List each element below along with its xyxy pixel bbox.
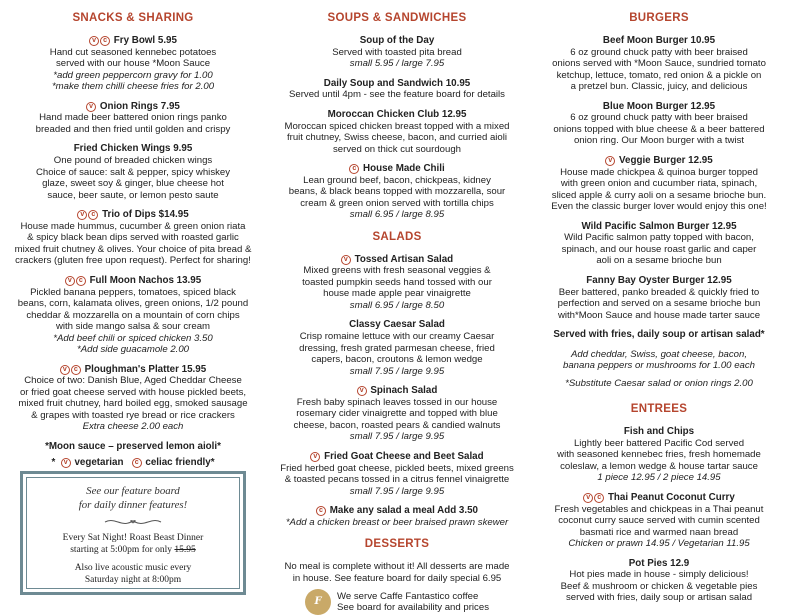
live-music-promo: Also live acoustic music every Saturday night at 8:00pm — [74, 562, 192, 585]
burger-menu-item — [530, 155, 788, 213]
menu-item-title — [530, 275, 788, 287]
menu-item-title — [530, 221, 788, 233]
salad-menu-item — [272, 319, 522, 377]
menu-item-extra: small 7.95 / large 9.95 — [349, 485, 445, 497]
section-heading-soups: SOUPS & SANDWICHES — [327, 12, 467, 24]
menu-item-name: Fried Goat Cheese and Beet Salad — [324, 450, 484, 462]
soup-menu-item — [272, 109, 522, 155]
feature-board-title: See our feature board for daily dinner features! — [78, 485, 188, 512]
menu-item-name: House Made Chili — [363, 163, 445, 175]
soup-menu-item — [272, 35, 522, 70]
menu-item-description: House made chickpea & quinoa burger topped with green onion and cucumber riata, spinach, sliced apple & curry aoli on a sesame brioche bun. Even the classic burger lover would enjoy this one! — [551, 166, 767, 213]
menu-item-extra: small 5.95 / large 7.95 — [349, 58, 445, 70]
menu-item-description: Beer battered, panko breaded & quickly fried to perfection and served on a sesame brioche bun with*Moon Sauce and house made tarter sauce — [557, 286, 761, 321]
menu-item-description: Hand cut seasoned kennebec potatoes served with our house *Moon Sauce — [49, 46, 217, 70]
celiac-icon: c — [349, 164, 359, 174]
menu-item-name: Fish and Chips — [623, 426, 695, 438]
menu-item-description: One pound of breaded chicken wings Choice of sauce: salt & pepper, spicy whiskey glaze, sweet soy & ginger, blue cheese hot sauce, beer saute, or lemon pesto saute — [35, 155, 231, 201]
soup-menu-item — [272, 163, 522, 221]
vegetarian-icon: v — [65, 276, 75, 286]
column-snacks — [2, 12, 264, 468]
menu-item-name: Beef Moon Burger 10.95 — [602, 34, 716, 46]
menu-item-description: Served until 4pm - see the feature board for details — [289, 89, 505, 101]
vegetarian-icon: v — [605, 156, 615, 166]
menu-item-title — [2, 35, 264, 47]
vegetarian-icon: v — [310, 452, 320, 462]
menu-item-description: Fried herbed goat cheese, pickled beets, mixed greens & toasted pecans tossed in a citrus fennel vinaigrette — [280, 462, 514, 486]
burger-add-ons: Add cheddar, Swiss, goat cheese, bacon, banana peppers or mushrooms for 1.00 each — [563, 348, 755, 372]
salad-menu-item — [272, 451, 522, 497]
menu-item-extra: Extra cheese 2.00 each — [82, 421, 184, 433]
soup-menu-item — [272, 78, 522, 101]
vegetarian-icon: v — [60, 365, 70, 375]
soups-items — [272, 35, 522, 221]
menu-item-title — [272, 35, 522, 47]
menu-item-title — [530, 155, 788, 167]
menu-item-name: Moroccan Chicken Club 12.95 — [327, 108, 467, 120]
menu-item-title — [272, 109, 522, 121]
menu-item-name: Onion Rings 7.95 — [99, 100, 180, 112]
menu-item-name: Make any salad a meal Add 3.50 — [329, 505, 479, 517]
menu-item-name: Daily Soup and Sandwich 10.95 — [323, 77, 471, 89]
menu-item-description: Wild Pacific salmon patty topped with bacon, spinach, and our house roast garlic and caper aoli on a sesame brioche bun — [561, 232, 757, 267]
vegetarian-icon: v — [357, 386, 367, 396]
entree-menu-item — [530, 426, 788, 484]
vegetarian-icon: v — [61, 458, 71, 468]
menu-item-title — [272, 451, 522, 463]
burger-menu-item — [530, 101, 788, 147]
menu-item-description: Fresh baby spinach leaves tossed in our house rosemary cider vinaigrette and topped with blue cheese, bacon, roasted pears & candied walnuts — [293, 396, 501, 431]
feature-board-box — [20, 471, 246, 595]
menu-item-extra: *Add beef chili or spiced chicken 3.50 *Add side guacamole 2.00 — [53, 332, 213, 356]
menu-item-name: Ploughman's Platter 15.95 — [84, 363, 207, 375]
menu-item-extra: small 7.95 / large 9.95 — [349, 365, 445, 377]
menu-item-title — [2, 364, 264, 376]
snack-menu-item — [2, 275, 264, 356]
vegetarian-icon: v — [341, 255, 351, 265]
menu-item-description: Choice of two: Danish Blue, Aged Cheddar Cheese or fried goat cheese served with house pickled beets, mixed fruit chutney, hard boiled egg, smoked sausage & grapes with toasted rye bread or rice crackers — [18, 375, 248, 421]
menu-item-title — [2, 101, 264, 113]
column-burgers — [530, 12, 788, 612]
salad-menu-item — [272, 254, 522, 312]
menu-item-extra: *add green peppercorn gravy for 1.00 *make them chilli cheese fries for 2.00 — [51, 69, 215, 93]
menu-item-description: Crisp romaine lettuce with our creamy Caesar dressing, fresh grated parmesan cheese, fried capers, bacon, croutons & lemon wedge — [299, 331, 495, 366]
section-heading-snacks: SNACKS & SHARING — [72, 12, 194, 24]
menu-item-description: Fresh vegetables and chickpeas in a Thai peanut coconut curry sauce served with cumin scented basmati rice and warmed naan bread — [554, 503, 764, 538]
snack-menu-item — [2, 35, 264, 93]
vegetarian-icon: v — [89, 36, 99, 46]
desserts-text: No meal is complete without it! All desserts are made in house. See feature board for daily special 6.95 — [284, 561, 510, 584]
celiac-icon: c — [71, 365, 81, 375]
menu-item-name: Soup of the Day — [359, 34, 435, 46]
snack-menu-item — [2, 101, 264, 136]
menu-item-name: Trio of Dips $14.95 — [102, 209, 189, 221]
celiac-icon: c — [88, 210, 98, 220]
menu-item-title — [272, 254, 522, 266]
menu-item-description: Hand made beer battered onion rings panko breaded and then fried until golden and crispy — [35, 112, 231, 135]
snacks-items — [2, 35, 264, 433]
menu-item-title — [272, 505, 522, 517]
menu-item-name: Fried Chicken Wings 9.95 — [73, 143, 193, 155]
section-heading-entrees: ENTREES — [630, 403, 688, 416]
celiac-icon: c — [76, 276, 86, 286]
menu-item-title — [272, 319, 522, 331]
menu-item-title — [530, 101, 788, 113]
feature-board-inner — [26, 477, 240, 589]
menu-item-description: Moroccan spiced chicken breast topped with a mixed fruit chutney, Swiss cheese, bacon, and curried aioli served on thick cut sourdough — [284, 120, 510, 155]
menu-item-name: Blue Moon Burger 12.95 — [602, 100, 716, 112]
menu-item-description: Pickled banana peppers, tomatoes, spiced black beans, corn, kalamata olives, green onions, 1/2 pound cheddar & mozzarella on a mountain of corn chips with side mango salsa & sour cream — [17, 286, 249, 333]
menu-item-extra: small 6.95 / large 8.50 — [349, 299, 445, 311]
burger-menu-item — [530, 35, 788, 93]
menu-item-name: Pot Pies 12.9 — [628, 557, 690, 569]
section-heading-desserts: DESSERTS — [364, 538, 430, 551]
coffee-note — [272, 589, 522, 615]
entree-menu-item — [530, 558, 788, 604]
salads-items — [272, 254, 522, 529]
section-heading-burgers: BURGERS — [629, 12, 689, 24]
entree-menu-item — [530, 492, 788, 550]
diet-legend — [2, 457, 264, 469]
menu-item-description: Lightly beer battered Pacific Cod served with seasoned kennebec fries, fresh homemade coleslaw, a lemon wedge & house tartar sauce — [557, 437, 761, 472]
menu-item-name: Fanny Bay Oyster Burger 12.95 — [586, 274, 732, 286]
menu-item-name: Tossed Artisan Salad — [354, 253, 454, 265]
menu-item-description: House made hummus, cucumber & green onion riata & spicy black bean dips served with roasted garlic mixed fruit chutney & olives. Your choice of pita bread & crackers (gluten free upon request). Perfect for sharing! — [14, 220, 252, 267]
menu-item-title — [272, 163, 522, 175]
menu-item-extra: 1 piece 12.95 / 2 piece 14.95 — [597, 472, 721, 484]
menu-item-name: Wild Pacific Salmon Burger 12.95 — [581, 220, 737, 232]
snack-menu-item — [2, 209, 264, 267]
menu-item-title — [2, 275, 264, 287]
legend-star: * — [51, 456, 56, 468]
menu-item-description: 6 oz ground chuck patty with beer braised onions served with *Moon Sauce, sundried tomato ketchup, lettuce, tomato, red onion & a pickle on a pretzel bun. Classic, juicy, and delicious — [552, 46, 766, 93]
menu-item-extra: small 6.95 / large 8.95 — [349, 209, 445, 221]
column-soups — [272, 12, 522, 615]
served-with-note: Served with fries, daily soup or artisan salad* — [553, 329, 765, 341]
vegetarian-icon: v — [86, 102, 96, 112]
substitute-note: *Substitute Caesar salad or onion rings 2.00 — [565, 377, 753, 389]
roast-beast-text: Every Sat Night! Roast Beast Dinner starting at 5:00pm for only — [62, 533, 204, 555]
salad-menu-item — [272, 385, 522, 443]
menu-item-title — [272, 385, 522, 397]
snack-menu-item — [2, 364, 264, 433]
celiac-icon: c — [594, 493, 604, 503]
menu-item-extra: small 7.95 / large 9.95 — [349, 431, 445, 443]
menu-item-title — [272, 78, 522, 90]
menu-item-description: Served with toasted pita bread — [332, 46, 462, 58]
legend-celiac: celiac friendly* — [145, 456, 215, 468]
burgers-items — [530, 35, 788, 321]
legend-vegetarian: vegetarian — [74, 456, 124, 468]
menu-item-title — [530, 426, 788, 438]
entrees-items — [530, 426, 788, 604]
burger-menu-item — [530, 221, 788, 267]
menu-item-description: Lean ground beef, bacon, chickpeas, kidney beans, & black beans topped with mozzarella, sour cream & green onion served with tortilla chips — [288, 174, 506, 209]
menu-item-extra: *Add a chicken breast or beer braised prawn skewer — [285, 516, 509, 528]
swirl-divider-icon — [103, 517, 163, 527]
roast-beast-promo — [27, 533, 239, 557]
menu-item-title — [2, 209, 264, 221]
salad-menu-item — [272, 505, 522, 528]
celiac-icon: c — [100, 36, 110, 46]
menu-item-name: Fry Bowl 5.95 — [113, 34, 177, 46]
vegetarian-icon: v — [583, 493, 593, 503]
menu-item-name: Classy Caesar Salad — [349, 319, 445, 331]
menu-item-title — [530, 558, 788, 570]
menu-item-description: Hot pies made in house - simply delicious! Beef & mushroom or chicken & vegetable pies served with fries, daily soup or artisan salad — [560, 569, 758, 604]
menu-item-name: Veggie Burger 12.95 — [619, 154, 713, 166]
celiac-icon: c — [316, 506, 326, 516]
coffee-text: We serve Caffe Fantastico coffee See board for availability and prices — [337, 590, 489, 614]
menu-item-extra: Chicken or prawn 14.95 / Vegetarian 11.95 — [568, 538, 750, 550]
menu-item-description: 6 oz ground chuck patty with beer braised onions topped with blue cheese & a beer battered onion ring. Our Moon burger with a twist — [553, 112, 765, 147]
roast-beast-price: 15.95 — [174, 544, 196, 555]
menu-item-title — [530, 35, 788, 47]
menu-item-name: Full Moon Nachos 13.95 — [89, 274, 202, 286]
celiac-icon: c — [132, 458, 142, 468]
menu-item-name: Spinach Salad — [370, 385, 438, 397]
vegetarian-icon: v — [77, 210, 87, 220]
menu-item-description: Mixed greens with fresh seasonal veggies & toasted pumpkin seeds hand tossed with our house made apple pear vinaigrette — [302, 265, 492, 300]
section-heading-salads: SALADS — [372, 230, 422, 243]
coffee-logo-icon: F — [305, 589, 331, 615]
snack-menu-item — [2, 143, 264, 201]
menu-item-name: Thai Peanut Coconut Curry — [607, 491, 735, 503]
menu-item-title — [2, 143, 264, 155]
moon-sauce-note: *Moon sauce – preserved lemon aioli* — [45, 440, 221, 452]
burger-menu-item — [530, 275, 788, 321]
menu-item-title — [530, 492, 788, 504]
